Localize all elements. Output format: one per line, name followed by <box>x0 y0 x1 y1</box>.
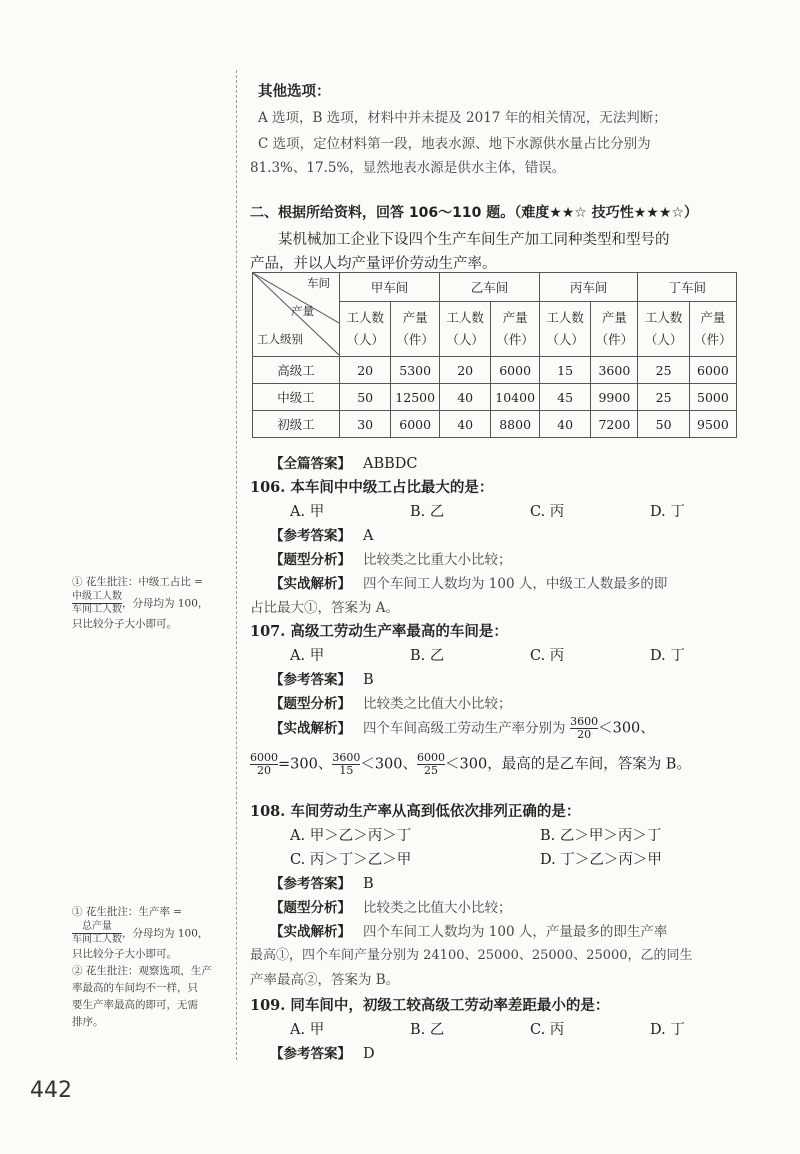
q109-option-d: D. 丁 <box>650 1022 685 1038</box>
col-header-output: 产量（件） <box>591 302 638 357</box>
fraction-numerator: 中级工人数 <box>72 591 122 602</box>
table-cell: 7200 <box>591 411 638 438</box>
table-cell: 50 <box>638 411 689 438</box>
row-level: 中级工 <box>253 384 340 411</box>
q108-option-d: D. 丁＞乙＞丙＞甲 <box>540 852 662 868</box>
top-line-1: A 选项，B 选项，材料中并未提及 2017 年的相关情况，无法判断； <box>258 110 667 126</box>
q108-options-row-2 <box>290 848 790 869</box>
workshop-header: 甲车间 <box>340 273 440 302</box>
q106-option-d: D. 丁 <box>650 504 685 520</box>
q107-option-b: B. 乙 <box>410 648 445 664</box>
table-cell: 15 <box>539 357 590 384</box>
q108-stem: 108. 车间劳动生产率从高到低依次排列正确的是： <box>250 803 581 820</box>
full-answer-value: ABBDC <box>363 456 418 472</box>
q107-stem: 107. 高级工劳动生产率最高的车间是： <box>250 623 508 640</box>
fraction <box>250 752 278 777</box>
fraction <box>72 921 122 946</box>
margin-note-106 <box>72 574 232 633</box>
fraction-numerator: 3600 <box>332 751 361 764</box>
q106-stem: 106. 本车间中中级工占比最大的是： <box>250 479 494 496</box>
col-header-output: 产量（件） <box>689 302 736 357</box>
top-line-3: 81.3%、17.5%，显然地表水源是供水主体，错误。 <box>250 160 566 176</box>
section-intro-2: 产品，并以人均产量评价劳动生产率。 <box>250 256 497 272</box>
q106-type <box>270 548 512 568</box>
table-row <box>253 411 737 438</box>
fraction-denominator: 车间工人数 <box>72 604 122 615</box>
q108-analysis-text-3: 产率最高②，答案为 B。 <box>250 972 400 988</box>
table-cell: 9500 <box>689 411 736 438</box>
q106-options <box>290 500 770 521</box>
q107-type <box>270 692 512 712</box>
q107-type-text: 比较类之比值大小比较； <box>363 696 512 712</box>
col-header-workers: 工人数（人） <box>439 302 490 357</box>
table-cell: 40 <box>539 411 590 438</box>
note-line: ① 花生批注：生产率 = <box>72 906 182 918</box>
fraction-denominator: 20 <box>257 764 271 777</box>
fraction-numerator: 6000 <box>417 751 446 764</box>
q107-after-f2: =300、 <box>278 756 333 773</box>
q106-type-text: 比较类之比重大小比较； <box>363 552 512 568</box>
table-cell: 40 <box>439 384 490 411</box>
q109-option-a: A. 甲 <box>290 1022 325 1038</box>
full-answer-label: 【 全篇答案 】 <box>270 456 351 472</box>
table-cell: 6000 <box>391 411 440 438</box>
note-line: 只比较分子大小即可。 <box>72 618 177 630</box>
table-cell: 50 <box>340 384 391 411</box>
q106-analysis <box>270 572 667 592</box>
table-cell: 6000 <box>491 357 540 384</box>
note-fraction-line <box>72 921 232 946</box>
q107-answer <box>270 668 374 688</box>
workshop-header: 乙车间 <box>439 273 539 302</box>
note-line: 率最高的车间均不一样，只 <box>72 982 198 994</box>
workshop-header: 丁车间 <box>638 273 737 302</box>
q108-type-text: 比较类之比值大小比较； <box>363 900 512 916</box>
q106-type-label: 【 题型分析 】 <box>270 552 351 568</box>
note-line: 要生产率最高的即可，无需 <box>72 999 198 1011</box>
q109-options <box>290 1018 770 1039</box>
table-cell: 3600 <box>591 357 638 384</box>
table-cell: 10400 <box>491 384 540 411</box>
note-line: 只比较分子大小即可。 <box>72 948 177 960</box>
fraction-denominator: 15 <box>339 764 354 777</box>
q108-analysis <box>270 920 667 940</box>
fraction-numerator: 总产量 <box>72 921 122 934</box>
data-table <box>252 272 737 438</box>
corner-label-output: 产量 <box>291 304 314 318</box>
q106-analysis-label: 【 实战解析 】 <box>270 576 351 592</box>
col-header-output: 产量（件） <box>491 302 540 357</box>
q106-answer <box>270 524 373 544</box>
workshop-header: 丙车间 <box>539 273 637 302</box>
q109-answer-label: 【 参考答案 】 <box>270 1046 351 1062</box>
other-options-heading: 其他选项： <box>258 84 331 100</box>
table-cell: 5000 <box>689 384 736 411</box>
top-line-2: C 选项，定位材料第一段，地表水源、地下水源供水量占比分别为 <box>258 136 651 152</box>
q107-answer-value: B <box>363 672 374 688</box>
q108-options-row-1 <box>290 824 790 845</box>
q107-option-a: A. 甲 <box>290 648 325 664</box>
q107-analysis-label: 【 实战解析 】 <box>270 721 351 737</box>
table-cell: 5300 <box>391 357 440 384</box>
q107-analysis-text-1: 四个车间高级工劳动生产率分别为 <box>363 720 566 737</box>
q108-type-label: 【 题型分析 】 <box>270 900 351 916</box>
q109-option-b: B. 乙 <box>410 1022 445 1038</box>
page-number: 442 <box>30 1078 72 1103</box>
fraction-numerator: 3600 <box>570 715 599 728</box>
corner-label-level: 工人级别 <box>257 332 303 346</box>
q108-analysis-text-2: 最高①，四个车间产量分别为 24100、25000、25000、25000，乙的同生 <box>250 948 693 963</box>
table-cell: 20 <box>439 357 490 384</box>
note-fraction-line <box>72 591 232 616</box>
q109-option-c: C. 丙 <box>530 1022 565 1038</box>
table-cell: 9900 <box>591 384 638 411</box>
fraction-denominator: 25 <box>424 764 439 777</box>
fraction <box>72 591 122 616</box>
fraction <box>332 752 360 777</box>
q108-type <box>270 896 512 916</box>
table-cell: 12500 <box>391 384 440 411</box>
q107-analysis-line-2 <box>250 752 691 777</box>
table-cell: 8800 <box>491 411 540 438</box>
table-cell: 25 <box>638 357 689 384</box>
q106-option-b: B. 乙 <box>410 504 445 520</box>
q108-option-b: B. 乙＞甲＞丙＞丁 <box>540 828 662 844</box>
margin-note-108 <box>72 904 232 1031</box>
q107-option-d: D. 丁 <box>650 648 685 664</box>
q108-answer-label: 【 参考答案 】 <box>270 876 351 892</box>
note-line: ① 花生批注：中级工占比 = <box>72 576 203 588</box>
note-tail: ，分母均为 100， <box>122 927 209 940</box>
q107-analysis <box>270 716 655 741</box>
q107-answer-label: 【 参考答案 】 <box>270 672 351 688</box>
q108-answer-value: B <box>363 876 374 892</box>
fraction-denominator: 20 <box>577 728 592 741</box>
col-header-workers: 工人数（人） <box>539 302 590 357</box>
q107-after-f4: ＜300，最高的是乙车间，答案为 B。 <box>445 756 691 773</box>
table-row <box>253 384 737 411</box>
row-level: 高级工 <box>253 357 340 384</box>
q106-answer-label: 【 参考答案 】 <box>270 528 351 544</box>
table-corner-cell <box>253 273 340 357</box>
fraction <box>417 752 445 777</box>
table-cell: 6000 <box>689 357 736 384</box>
col-header-workers: 工人数（人） <box>340 302 391 357</box>
q106-option-c: C. 丙 <box>530 504 565 520</box>
q106-option-a: A. 甲 <box>290 504 325 520</box>
q107-option-c: C. 丙 <box>530 648 565 664</box>
q106-analysis-text-2: 占比最大①，答案为 A。 <box>250 600 400 616</box>
q109-answer <box>270 1042 375 1062</box>
q108-analysis-label: 【 实战解析 】 <box>270 924 351 940</box>
table-cell: 40 <box>439 411 490 438</box>
table-row <box>253 357 737 384</box>
fraction <box>570 716 598 741</box>
section-intro-1: 某机械加工企业下设四个生产车间生产加工同种类型和型号的 <box>278 232 670 248</box>
q107-after-f1: ＜300、 <box>598 720 655 737</box>
margin-divider <box>236 70 237 1060</box>
q108-analysis-text-1: 四个车间工人数均为 100 人，产量最多的即生产率 <box>363 924 668 940</box>
table-cell: 25 <box>638 384 689 411</box>
note-tail: ，分母均为 100， <box>122 597 209 610</box>
col-header-workers: 工人数（人） <box>638 302 689 357</box>
section-title: 二、根据所给资料，回答 106～110 题。（难度★★☆ 技巧性★★★☆） <box>250 205 698 221</box>
q106-answer-value: A <box>363 528 374 544</box>
q106-analysis-text-1: 四个车间工人数均为 100 人，中级工人数最多的即 <box>363 576 668 592</box>
q108-answer <box>270 872 374 892</box>
table-cell: 45 <box>539 384 590 411</box>
corner-label-workshop: 车间 <box>307 276 330 290</box>
q108-option-c: C. 丙＞丁＞乙＞甲 <box>290 852 412 868</box>
note-line: 排序。 <box>72 1016 104 1028</box>
q107-options <box>290 644 770 665</box>
fraction-denominator: 车间工人数 <box>72 934 122 945</box>
col-header-output: 产量（件） <box>391 302 440 357</box>
q107-after-f3: ＜300、 <box>360 756 418 773</box>
q109-answer-value: D <box>363 1046 375 1062</box>
q108-option-a: A. 甲＞乙＞丙＞丁 <box>290 828 412 844</box>
row-level: 初级工 <box>253 411 340 438</box>
note-line: ② 花生批注：观察选项，生产 <box>72 965 212 977</box>
q107-type-label: 【 题型分析 】 <box>270 696 351 712</box>
q109-stem: 109. 同车间中，初级工较高级工劳动率差距最小的是： <box>250 997 610 1014</box>
table-cell: 30 <box>340 411 391 438</box>
fraction-numerator: 6000 <box>250 751 278 764</box>
full-answer <box>270 452 418 472</box>
table-cell: 20 <box>340 357 391 384</box>
